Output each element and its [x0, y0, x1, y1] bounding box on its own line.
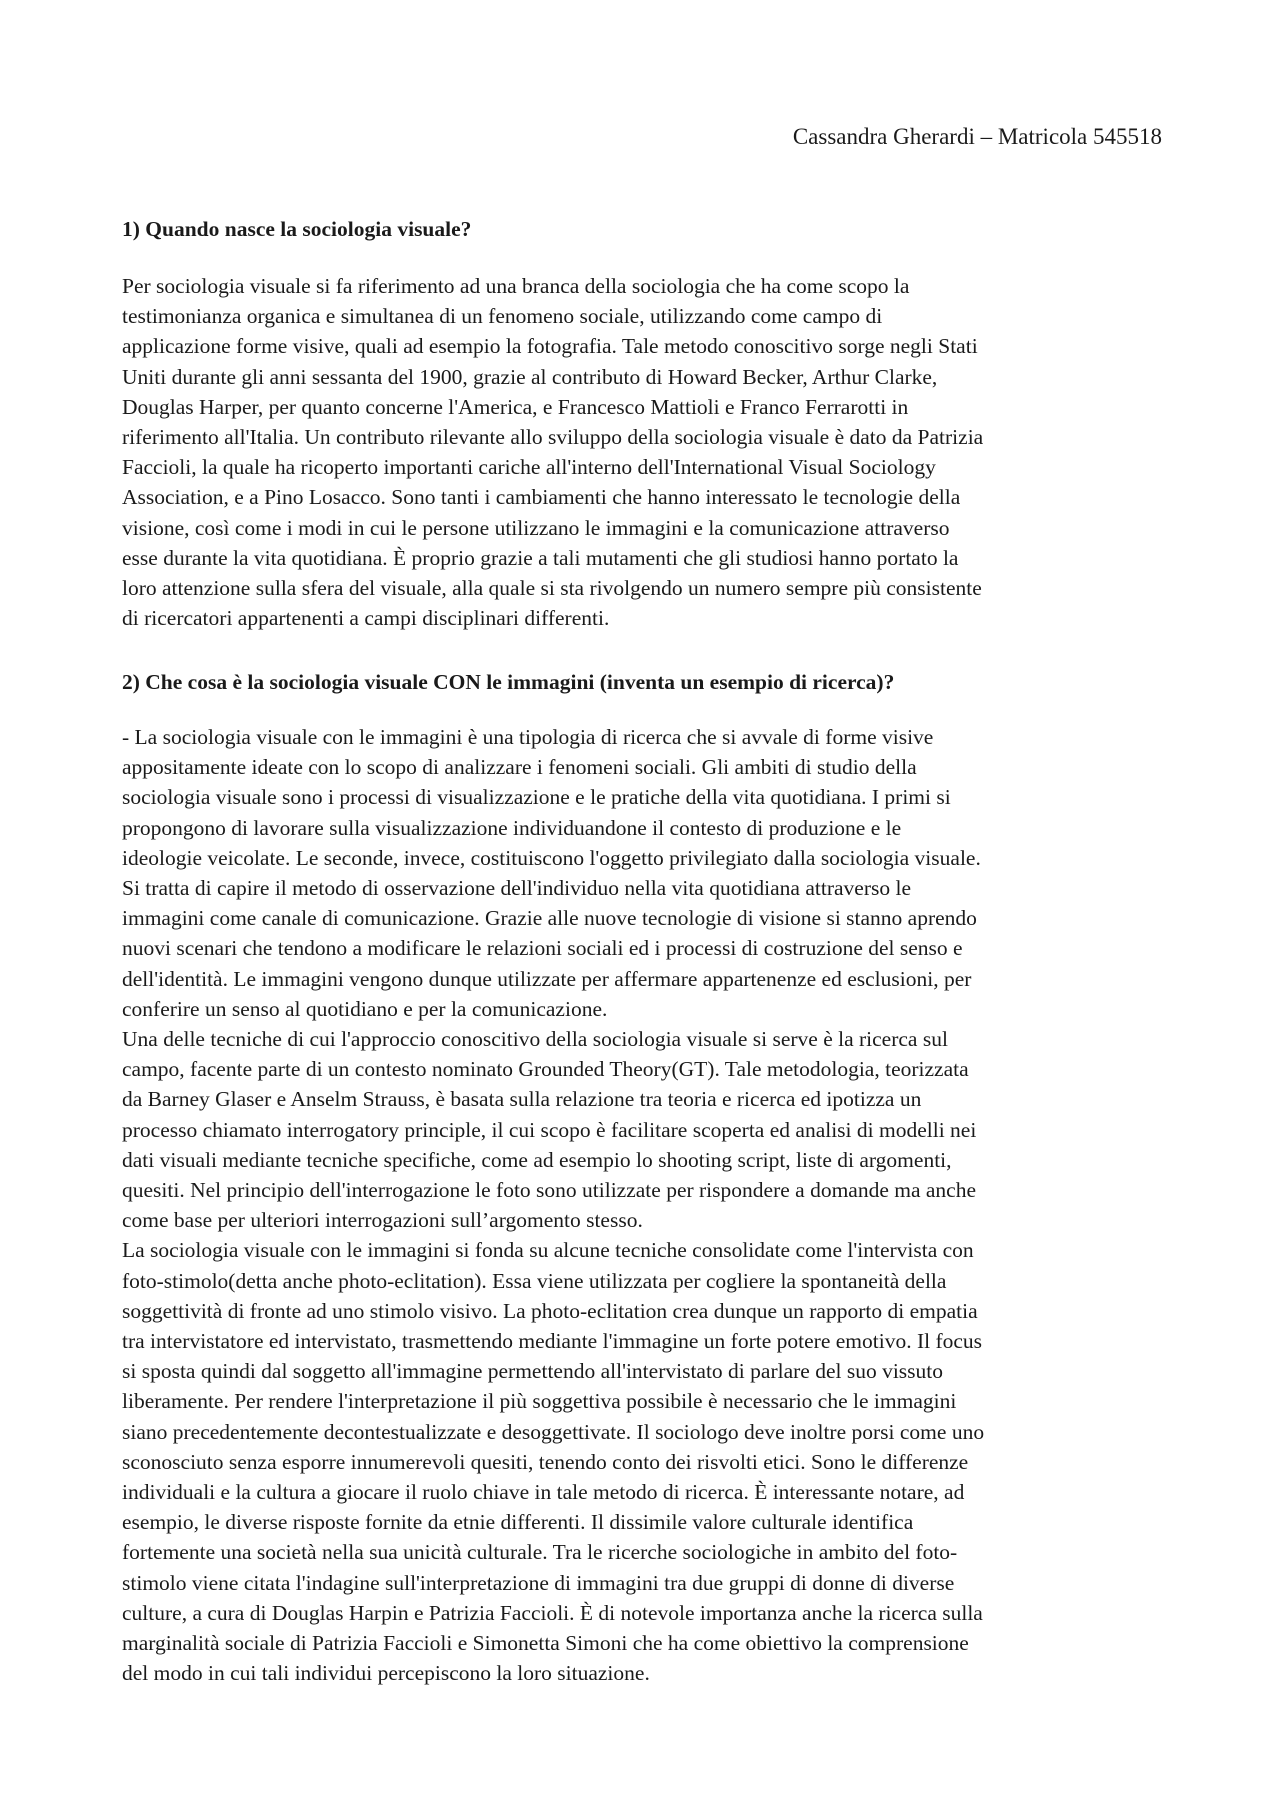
text-line: del modo in cui tali individui percepiscono la loro situazione. [122, 1661, 650, 1686]
text-line: Faccioli, la quale ha ricoperto importanti cariche all'interno dell'International Visual Sociology [122, 455, 936, 480]
text-line: propongono di lavorare sulla visualizzazione individuandone il contesto di produzione e le [122, 815, 902, 840]
section-2-heading: 2) Che cosa è la sociologia visuale CON le immagini (inventa un esempio di ricerca)? [122, 670, 895, 694]
text-line: riferimento all'Italia. Un contributo rilevante allo sviluppo della sociologia visuale è dato da Patrizia [122, 425, 984, 450]
text-line: visione, così come i modi in cui le persone utilizzano le immagini e la comunicazione attraverso [122, 515, 950, 540]
section-2-paragraph [122, 722, 1164, 1689]
section-1-paragraph [122, 271, 1164, 633]
text-line: marginalità sociale di Patrizia Faccioli e Simonetta Simoni che ha come obiettivo la comprensione [122, 1631, 969, 1656]
text-line: Una delle tecniche di cui l'approccio conoscitivo della sociologia visuale si serve è la ricerca sul [122, 1027, 948, 1052]
text-line: di ricercatori appartenenti a campi disciplinari differenti. [122, 606, 610, 631]
text-line: applicazione forme visive, quali ad esempio la fotografia. Tale metodo conoscitivo sorge negli Stati [122, 334, 978, 359]
text-line: dati visuali mediante tecniche specifiche, come ad esempio lo shooting script, liste di argomenti, [122, 1147, 952, 1172]
text-line: fortemente una società nella sua unicità culturale. Tra le ricerche sociologiche in ambito del foto- [122, 1540, 958, 1565]
author-line: Cassandra Gherardi – Matricola 545518 [792, 124, 1162, 149]
text-line: ideologie veicolate. Le seconde, invece, costituiscono l'oggetto privilegiato dalla sociologia visuale. [122, 845, 981, 870]
text-line: - La sociologia visuale con le immagini è una tipologia di ricerca che si avvale di forme visive [122, 725, 934, 749]
text-line: foto-stimolo(detta anche photo-eclitation). Essa viene utilizzata per cogliere la spontaneità della [122, 1268, 947, 1293]
section-1-heading: 1) Quando nasce la sociologia visuale? [122, 217, 472, 241]
text-line: da Barney Glaser e Anselm Strauss, è basata sulla relazione tra teoria e ricerca ed ipotizza un [122, 1087, 922, 1112]
text-line: Uniti durante gli anni sessanta del 1900, grazie al contributo di Howard Becker, Arthur Clarke, [122, 364, 938, 389]
text-line: immagini come canale di comunicazione. Grazie alle nuove tecnologie di visione si stanno aprendo [122, 906, 977, 931]
text-line: sconosciuto senza esporre innumerevoli quesiti, tenendo conto dei risvolti etici. Sono le differenze [122, 1449, 969, 1474]
text-line: liberamente. Per rendere l'interpretazione il più soggettiva possibile è necessario che le immagini [122, 1389, 957, 1414]
text-line: esse durante la vita quotidiana. È proprio grazie a tali mutamenti che gli studiosi hanno portato la [122, 545, 959, 570]
text-line: dell'identità. Le immagini vengono dunque utilizzate per affermare appartenenze ed esclusioni, per [122, 966, 972, 991]
text-line: Si tratta di capire il metodo di osservazione dell'individuo nella vita quotidiana attraverso le [122, 876, 911, 901]
text-line: Douglas Harper, per quanto concerne l'America, e Francesco Mattioli e Franco Ferrarotti in [122, 394, 909, 419]
text-line: conferire un senso al quotidiano e per la comunicazione. [122, 996, 608, 1021]
text-line: appositamente ideate con lo scopo di analizzare i fenomeni sociali. Gli ambiti di studio della [122, 755, 917, 780]
text-line: culture, a cura di Douglas Harpin e Patrizia Faccioli. È di notevole importanza anche la ricerca sulla [122, 1600, 983, 1625]
text-line: campo, facente parte di un contesto nominato Grounded Theory(GT). Tale metodologia, teorizzata [122, 1057, 969, 1082]
text-line: loro attenzione sulla sfera del visuale, alla quale si sta rivolgendo un numero sempre più consistente [122, 576, 982, 601]
text-line: quesiti. Nel principio dell'interrogazione le foto sono utilizzate per rispondere a domande ma anche [122, 1178, 977, 1203]
text-line: soggettività di fronte ad uno stimolo visivo. La photo-eclitation crea dunque un rapporto di empatia [122, 1298, 978, 1323]
text-line: La sociologia visuale con le immagini si fonda su alcune tecniche consolidate come l'intervista con [122, 1238, 974, 1263]
text-line: nuovi scenari che tendono a modificare le relazioni sociali ed i processi di costruzione del senso e [122, 936, 963, 961]
text-line: esempio, le diverse risposte fornite da etnie differenti. Il dissimile valore culturale identifica [122, 1510, 914, 1535]
text-line: tra intervistatore ed intervistato, trasmettendo mediante l'immagine un forte potere emotivo. Il focus [122, 1329, 983, 1354]
text-line: siano precedentemente decontestualizzate e desoggettivate. Il sociologo deve inoltre porsi come uno [122, 1419, 985, 1444]
text-line: individuali e la cultura a giocare il ruolo chiave in tale metodo di ricerca. È interessante notare, ad [122, 1480, 965, 1505]
text-line: Per sociologia visuale si fa riferimento ad una branca della sociologia che ha come scopo la [122, 274, 910, 298]
text-line: si sposta quindi dal soggetto all'immagine permettendo all'intervistato di parlare del suo vissuto [122, 1359, 944, 1384]
text-line: come base per ulteriori interrogazioni sull’argomento stesso. [122, 1208, 643, 1233]
text-line: Association, e a Pino Losacco. Sono tanti i cambiamenti che hanno interessato le tecnologie della [122, 485, 961, 510]
text-line: testimonianza organica e simultanea di un fenomeno sociale, utilizzando come campo di [122, 304, 883, 329]
text-line: processo chiamato interrogatory principle, il cui scopo è facilitare scoperta ed analisi di modelli nei [122, 1117, 977, 1142]
text-line: stimolo viene citata l'indagine sull'interpretazione di immagini tra due gruppi di donne di diverse [122, 1570, 955, 1595]
text-line: sociologia visuale sono i processi di visualizzazione e le pratiche della vita quotidiana. I primi si [122, 785, 951, 810]
